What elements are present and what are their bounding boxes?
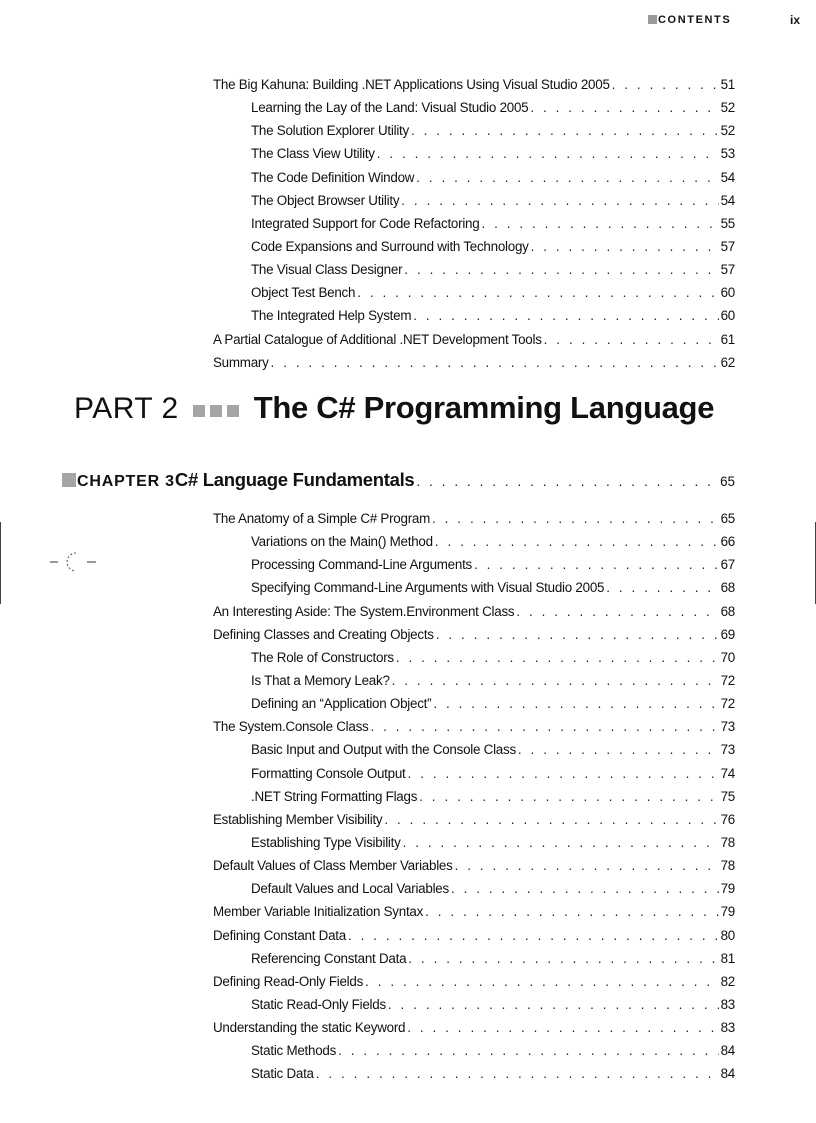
toc-entry[interactable] [213, 142, 735, 165]
dot-leader [384, 808, 718, 831]
toc-entry-title: .NET String Formatting Flags [251, 788, 418, 804]
toc-entry-title: Variations on the Main() Method [251, 534, 433, 550]
dot-leader [606, 576, 718, 599]
toc-entry-title: Establishing Member Visibility [213, 811, 383, 827]
toc-entry-title: The Class View Utility [251, 146, 375, 162]
dot-leader [338, 1039, 719, 1062]
toc-entry-page: 60 [720, 285, 735, 301]
dot-leader [401, 189, 718, 212]
dot-leader [404, 258, 718, 281]
toc-entry[interactable] [213, 553, 735, 576]
toc-entry-page: 54 [720, 169, 735, 185]
toc-entry[interactable] [213, 304, 735, 327]
section-marker-icon [648, 15, 657, 24]
dot-leader [316, 1062, 719, 1085]
toc-entry[interactable] [213, 1016, 735, 1039]
toc-entry-title: The Code Definition Window [251, 169, 415, 185]
toc-entry-title: Processing Command-Line Arguments [251, 557, 472, 573]
toc-entry-title: Is That a Memory Leak? [251, 672, 390, 688]
toc-entry-page: 83 [720, 1020, 735, 1036]
toc-entry-title: Object Test Bench [251, 285, 356, 301]
toc-entry[interactable] [213, 623, 735, 646]
dot-leader [481, 212, 718, 235]
toc-entry-page: 72 [720, 696, 735, 712]
dot-leader [416, 166, 718, 189]
chapter-marker-icon [62, 473, 76, 487]
toc-entry-page: 76 [720, 811, 735, 827]
toc-entry-page: 57 [720, 262, 735, 278]
toc-entry-page: 83 [720, 996, 735, 1012]
dot-leader [408, 762, 719, 785]
toc-entry-page: 60 [720, 308, 735, 324]
dot-leader [377, 142, 719, 165]
dot-leader [407, 1016, 718, 1039]
toc-entry[interactable] [213, 1062, 735, 1085]
toc-entry-page: 80 [720, 927, 735, 943]
toc-entry-title: Understanding the static Keyword [213, 1020, 406, 1036]
toc-entry-page: 79 [720, 881, 735, 897]
part-title: The C# Programming Language [253, 390, 715, 425]
toc-entry-title: The Solution Explorer Utility [251, 123, 409, 139]
toc-entry-title: Summary [213, 354, 269, 370]
dot-leader [371, 715, 719, 738]
chapter-label-wrap [62, 473, 175, 491]
toc-entry[interactable] [213, 831, 735, 854]
dot-leader [396, 646, 719, 669]
dot-leader [425, 900, 719, 923]
toc-entry-page: 69 [720, 626, 735, 642]
toc-entry-page: 70 [720, 649, 735, 665]
toc-entry[interactable] [213, 762, 735, 785]
toc-entry-title: A Partial Catalogue of Additional .NET Development Tools [213, 331, 542, 347]
dot-leader [413, 304, 718, 327]
toc-entry[interactable] [213, 189, 735, 212]
toc-entry-page: 51 [720, 77, 735, 92]
toc-entry[interactable] [213, 993, 735, 1016]
dot-leader [455, 854, 719, 877]
toc-entry-title: The Role of Constructors [251, 649, 394, 665]
toc-entry-page: 82 [720, 973, 735, 989]
dot-leader [435, 530, 719, 553]
toc-entry[interactable] [213, 166, 735, 189]
toc-entry-title: Static Methods [251, 1043, 337, 1059]
toc-entry[interactable] [213, 73, 735, 96]
toc-entry-title: The Big Kahuna: Building .NET Applications Using Visual Studio 2005 [213, 77, 610, 92]
toc-entry[interactable] [213, 715, 735, 738]
toc-entry-title: Defining Read-Only Fields [213, 973, 364, 989]
dot-leader [348, 924, 719, 947]
toc-entry-title: Learning the Lay of the Land: Visual Studio 2005 [251, 100, 529, 116]
toc-entry-page: 68 [720, 603, 735, 619]
toc-entry-title: Referencing Constant Data [251, 950, 407, 966]
toc-entry-page: 73 [720, 719, 735, 735]
registration-mark-icon [50, 549, 96, 579]
chapter-title: C# Language Fundamentals [174, 469, 415, 490]
toc-entry-title: Basic Input and Output with the Console Class [251, 742, 516, 758]
toc-entry[interactable] [213, 258, 735, 281]
toc-entry[interactable] [213, 119, 735, 142]
running-head [648, 14, 731, 26]
toc-entry-page: 65 [720, 511, 735, 526]
dot-leader [451, 877, 719, 900]
toc-entry[interactable] [213, 328, 735, 351]
dot-leader [436, 623, 719, 646]
dot-leader [357, 281, 718, 304]
toc-entry-page: 52 [720, 123, 735, 139]
toc-entry-title: Default Values of Class Member Variables [213, 858, 453, 874]
dot-leader [544, 328, 719, 351]
toc-entry-title: Member Variable Initialization Syntax [213, 904, 424, 920]
toc-entry-title: Integrated Support for Code Refactoring [251, 215, 480, 231]
toc-entry[interactable] [213, 970, 735, 993]
dot-leader [365, 970, 719, 993]
dot-leader [612, 73, 719, 96]
toc-entry[interactable] [213, 281, 735, 304]
toc-entry[interactable] [213, 924, 735, 947]
toc-entry[interactable] [213, 646, 735, 669]
toc-entry-page: 68 [720, 580, 735, 596]
toc-entry-title: Establishing Type Visibility [251, 834, 401, 850]
toc-entry-page: 62 [720, 354, 735, 370]
toc-entry-page: 74 [720, 765, 735, 781]
part-separator-icon [193, 405, 244, 423]
toc-entry-page: 66 [720, 534, 735, 550]
dot-leader [432, 507, 719, 530]
chapter-heading[interactable] [62, 469, 735, 491]
toc-entry-page: 78 [720, 858, 735, 874]
toc-entry-title: The Anatomy of a Simple C# Program [213, 511, 431, 526]
toc-entry[interactable] [213, 947, 735, 970]
toc-entry-page: 61 [720, 331, 735, 347]
toc-entry[interactable] [213, 785, 735, 808]
toc-entry-page: 73 [720, 742, 735, 758]
toc-entry-page: 81 [720, 950, 735, 966]
part-heading [74, 390, 714, 426]
toc-entry[interactable] [213, 877, 735, 900]
dot-leader [516, 600, 718, 623]
toc-entry-title: The Integrated Help System [251, 308, 412, 324]
toc-entry-title: Static Read-Only Fields [251, 996, 386, 1012]
dot-leader [388, 993, 719, 1016]
toc-entry-title: An Interesting Aside: The System.Environment Class [213, 603, 515, 619]
toc-entry[interactable] [213, 530, 735, 553]
toc-entry-title: The Visual Class Designer [251, 262, 403, 278]
dot-leader [392, 669, 719, 692]
chapter-page: 65 [720, 474, 735, 489]
toc-entry-title: Static Data [251, 1066, 314, 1082]
toc-entry-page: 72 [720, 672, 735, 688]
toc-entry-title: The System.Console Class [213, 719, 369, 735]
toc-entry[interactable] [213, 600, 735, 623]
toc-entry-page: 84 [720, 1066, 735, 1082]
chapter-label: CHAPTER 3 [77, 473, 175, 490]
toc-entry-page: 78 [720, 834, 735, 850]
dot-leader [403, 831, 719, 854]
toc-entry[interactable] [213, 351, 735, 374]
toc-entry-title: Default Values and Local Variables [251, 881, 449, 897]
toc-list-chapter [213, 507, 735, 1086]
toc-entry[interactable] [213, 212, 735, 235]
running-head-title: CONTENTS [658, 14, 732, 26]
toc-entry-title: Defining Classes and Creating Objects [213, 626, 434, 642]
toc-entry[interactable] [213, 738, 735, 761]
toc-entry[interactable] [213, 854, 735, 877]
toc-entry[interactable] [213, 669, 735, 692]
dot-leader [433, 692, 718, 715]
toc-entry-page: 67 [720, 557, 735, 573]
toc-entry[interactable] [213, 808, 735, 831]
dot-leader [474, 553, 719, 576]
dot-leader [271, 351, 719, 374]
toc-entry[interactable] [213, 576, 735, 599]
toc-list-top [213, 73, 735, 374]
dot-leader [530, 96, 718, 119]
toc-entry-title: Specifying Command-Line Arguments with Visual Studio 2005 [251, 580, 605, 596]
toc-entry[interactable] [213, 900, 735, 923]
toc-entry-page: 55 [720, 215, 735, 231]
dot-leader [411, 119, 719, 142]
toc-entry[interactable] [213, 235, 735, 258]
toc-entry-page: 52 [720, 100, 735, 116]
toc-entry-title: Defining Constant Data [213, 927, 346, 943]
toc-entry-page: 57 [720, 238, 735, 254]
toc-entry-page: 53 [720, 146, 735, 162]
toc-entry[interactable] [213, 507, 735, 530]
toc-entry[interactable] [213, 1039, 735, 1062]
toc-entry-title: The Object Browser Utility [251, 192, 400, 208]
dot-leader [518, 738, 719, 761]
toc-entry-title: Formatting Console Output [251, 765, 406, 781]
toc-entry-title: Defining an “Application Object” [251, 696, 432, 712]
toc-entry-title: Code Expansions and Surround with Technology [251, 238, 529, 254]
dot-leader [408, 947, 718, 970]
dot-leader [416, 474, 718, 489]
page-number: ix [790, 13, 801, 27]
toc-entry[interactable] [213, 692, 735, 715]
dot-leader [531, 235, 719, 258]
toc-entry-page: 84 [720, 1043, 735, 1059]
page-edge-left [0, 522, 1, 604]
toc-entry-page: 79 [720, 904, 735, 920]
toc-entry-page: 54 [720, 192, 735, 208]
dot-leader [419, 785, 718, 808]
part-label: PART 2 [74, 392, 179, 425]
toc-entry-page: 75 [720, 788, 735, 804]
toc-entry[interactable] [213, 96, 735, 119]
